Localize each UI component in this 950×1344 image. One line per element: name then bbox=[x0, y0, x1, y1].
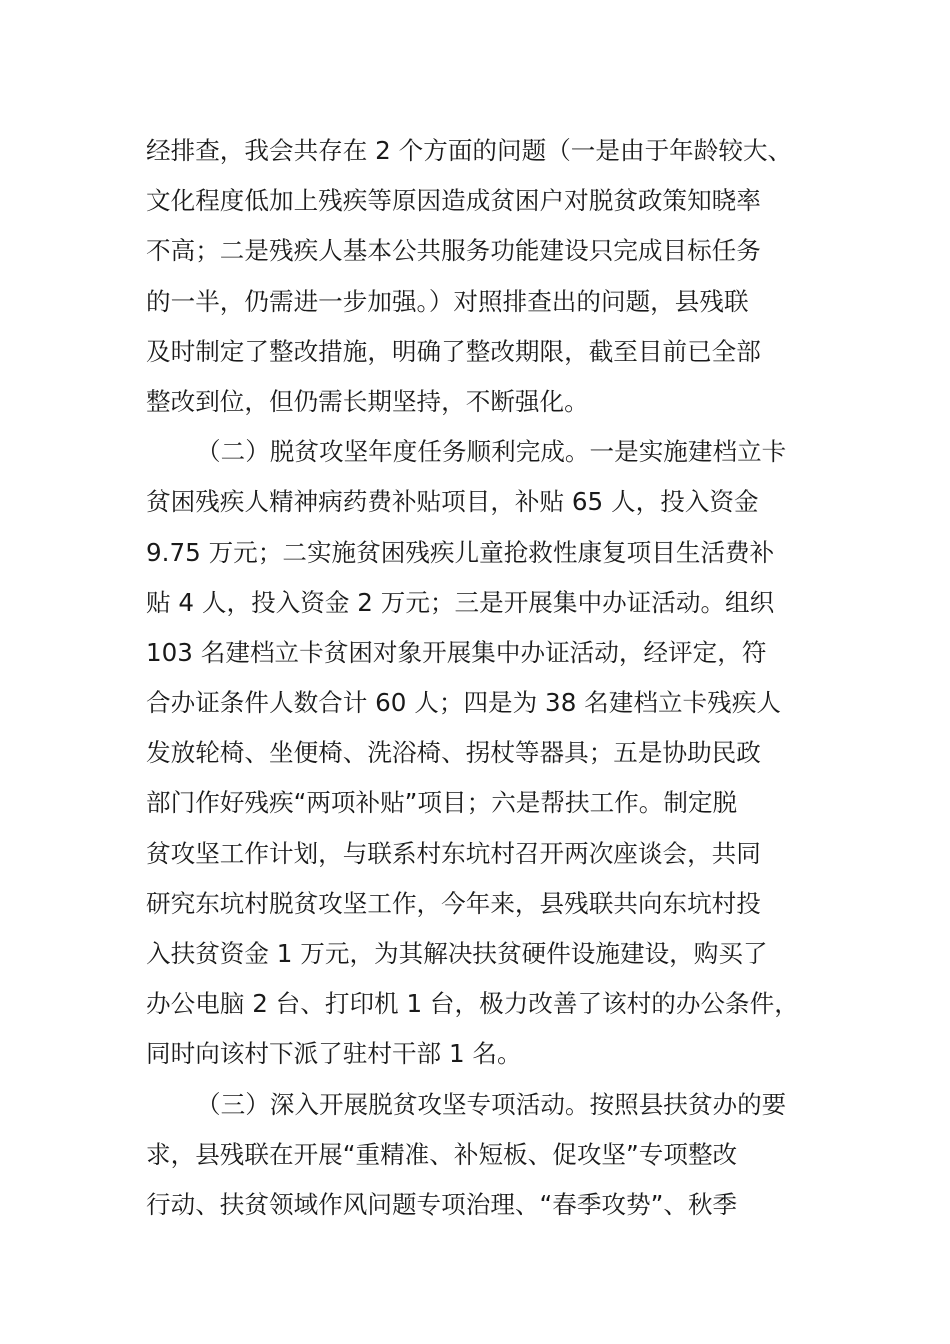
paragraph-start-line: （三）深入开展脱贫攻坚专项活动。按照县扶贫办的要 bbox=[196, 1089, 787, 1119]
text-line: 入扶贫资金 1 万元，为其解决扶贫硬件设施建设，购买了 bbox=[146, 939, 768, 968]
text-line: 贫攻坚工作计划，与联系村东坑村召开两次座谈会，共同 bbox=[146, 838, 761, 868]
text-line: 及时制定了整改措施，明确了整改期限，截至目前已全部 bbox=[146, 336, 761, 366]
text-line: 9.75 万元；二实施贫困残疾儿童抢救性康复项目生活费补 bbox=[146, 537, 775, 567]
text-line: 103 名建档立卡贫困对象开展集中办证活动，经评定，符 bbox=[146, 637, 767, 667]
body-text bbox=[146, 126, 826, 1230]
text-line: 办公电脑 2 台、打印机 1 台，极力改善了该村的办公条件， bbox=[146, 989, 799, 1019]
text-line: 求，县残联在开展“重精准、补短板、促攻坚”专项整改 bbox=[146, 1139, 738, 1169]
text-line: 同时向该村下派了驻村干部 1 名。 bbox=[146, 1039, 522, 1069]
text-line: 合办证条件人数合计 60 人；四是为 38 名建档立卡残疾人 bbox=[146, 688, 781, 718]
text-line: 整改到位，但仍需长期坚持，不断强化。 bbox=[146, 386, 589, 416]
text-line: 的一半，仍需进一步加强。）对照排查出的问题，县残联 bbox=[146, 286, 749, 316]
text-line: 贫困残疾人精神病药费补贴项目，补贴 65 人，投入资金 bbox=[146, 487, 759, 517]
text-line: 经排查，我会共存在 2 个方面的问题（一是由于年龄较大、 bbox=[146, 136, 793, 165]
text-line: 研究东坑村脱贫攻坚工作，今年来，县残联共向东坑村投 bbox=[146, 888, 761, 918]
text-line: 发放轮椅、坐便椅、洗浴椅、拐杖等器具；五是协助民政 bbox=[146, 738, 761, 768]
text-line: 部门作好残疾“两项补贴”项目；六是帮扶工作。制定脱 bbox=[146, 788, 738, 818]
text-line: 贴 4 人，投入资金 2 万元；三是开展集中办证活动。组织 bbox=[146, 587, 775, 617]
text-line: 行动、扶贫领域作风问题专项治理、“春季攻势”、秋季 bbox=[146, 1189, 738, 1219]
paragraph-start-line: （二）脱贫攻坚年度任务顺利完成。一是实施建档立卡 bbox=[196, 437, 787, 467]
text-line: 文化程度低加上残疾等原因造成贫困户对脱贫政策知晓率 bbox=[146, 186, 761, 216]
text-line: 不高；二是残疾人基本公共服务功能建设只完成目标任务 bbox=[146, 236, 761, 266]
